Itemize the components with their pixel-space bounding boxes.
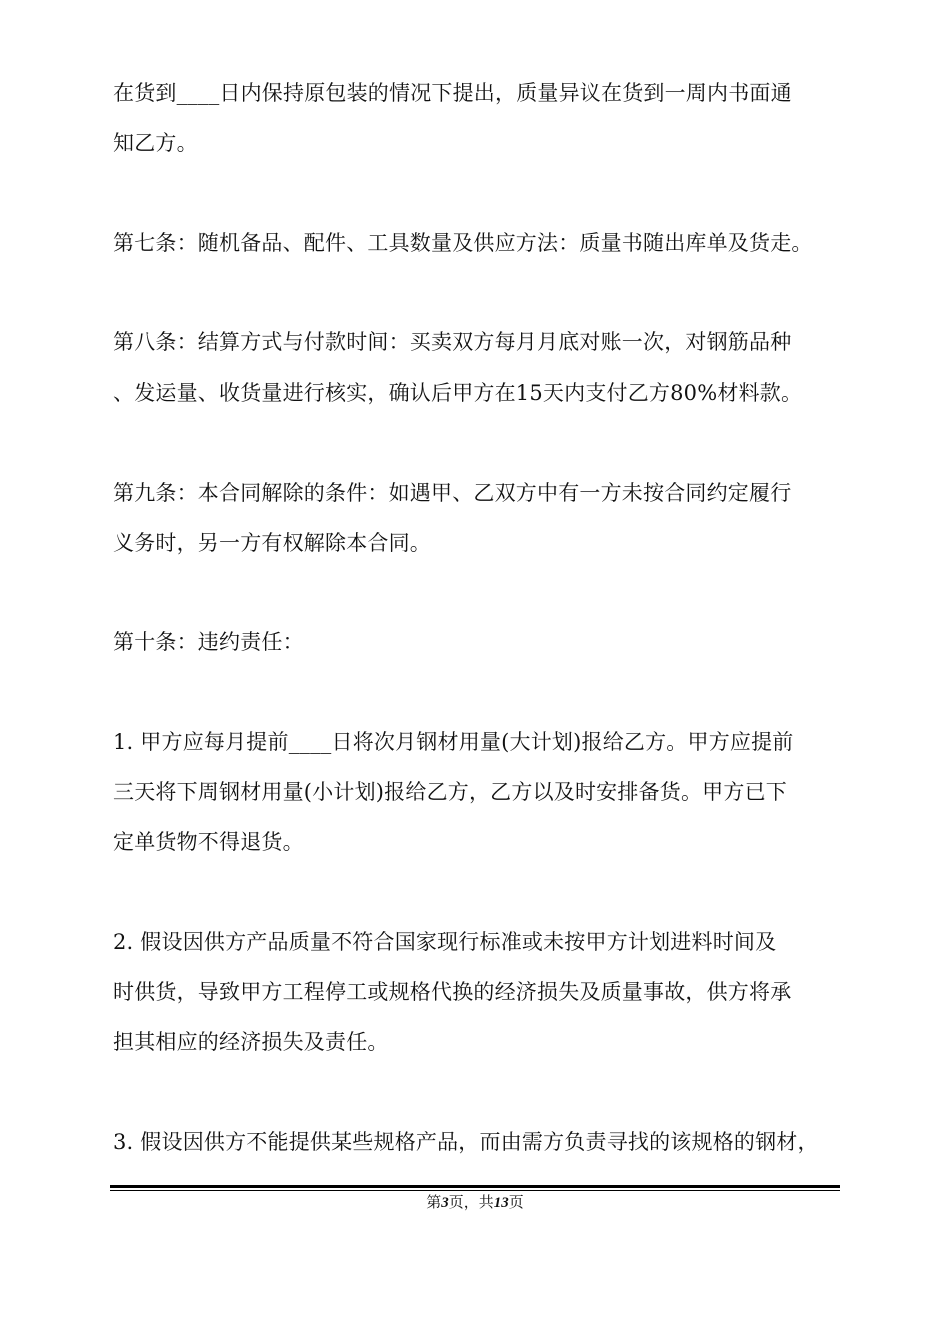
- footer-divider: [110, 1185, 840, 1188]
- paragraph-line: 在货到____日内保持原包装的情况下提出，质量异议在货到一周内书面通: [113, 81, 792, 105]
- article-9-line: 第九条：本合同解除的条件：如遇甲、乙双方中有一方未按合同约定履行: [113, 481, 792, 505]
- footer-suffix: 页: [508, 1195, 524, 1211]
- footer-middle: 页，共: [448, 1195, 494, 1211]
- article-7-line: 第七条：随机备品、配件、工具数量及供应方法：质量书随出库单及货走。: [113, 231, 813, 255]
- paragraph-line: 知乙方。: [113, 131, 198, 155]
- clause-3-line: 3. 假设因供方不能提供某些规格产品，而由需方负责寻找的该规格的钢材，: [113, 1130, 819, 1154]
- footer-divider-thin: [110, 1190, 840, 1191]
- clause-2-line: 担其相应的经济损失及责任。: [113, 1030, 389, 1054]
- article-8-line: 第八条：结算方式与付款时间：买卖双方每月月底对账一次，对钢筋品种: [113, 330, 792, 354]
- clause-1-line: 定单货物不得退货。: [113, 830, 304, 854]
- article-10-heading: 第十条：违约责任：: [113, 630, 304, 654]
- clause-2-line: 2. 假设因供方产品质量不符合国家现行标准或未按甲方计划进料时间及: [113, 930, 777, 954]
- current-page-number: 3: [441, 1195, 449, 1211]
- clause-2-line: 时供货，导致甲方工程停工或规格代换的经济损失及质量事故，供方将承: [113, 980, 792, 1004]
- article-9-line: 义务时，另一方有权解除本合同。: [113, 531, 431, 555]
- clause-1-line: 三天将下周钢材用量(小计划)报给乙方，乙方以及时安排备货。甲方已下: [113, 780, 787, 804]
- page-footer: [0, 1193, 950, 1213]
- total-pages-number: 13: [493, 1195, 509, 1211]
- footer-prefix: 第: [426, 1195, 442, 1211]
- clause-1-line: 1. 甲方应每月提前____日将次月钢材用量(大计划)报给乙方。甲方应提前: [113, 730, 794, 754]
- article-8-line: 、发运量、收货量进行核实，确认后甲方在15天内支付乙方80%材料款。: [113, 381, 803, 405]
